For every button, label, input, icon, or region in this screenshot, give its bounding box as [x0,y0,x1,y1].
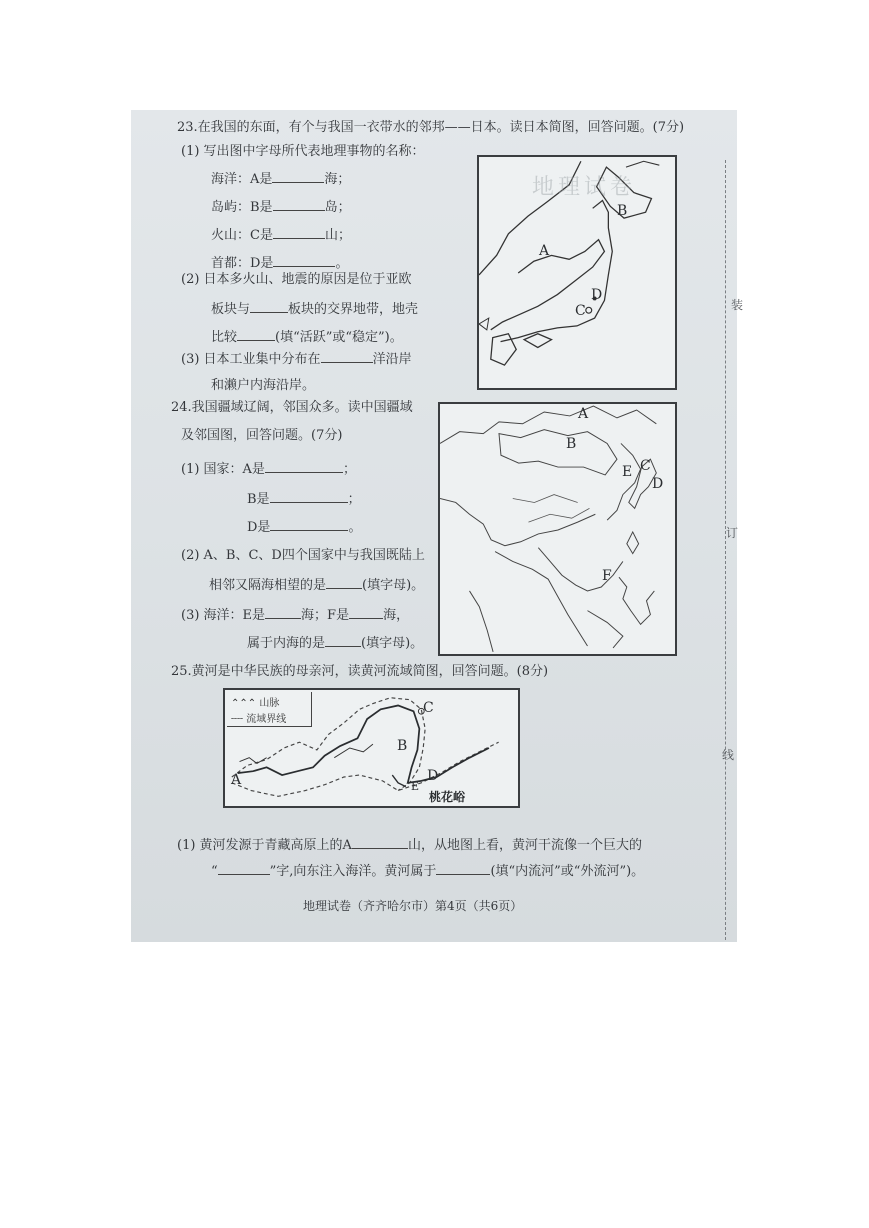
answer-blank[interactable] [436,862,490,875]
q23-ocean-a-label: 海洋：A是 [211,172,273,187]
binding-mark-ding: 订 [726,526,739,540]
q25-part1-text: (填“内流河”或“外流河”)。 [490,864,645,879]
answer-blank[interactable] [273,254,335,267]
answer-blank[interactable] [321,350,373,363]
q23-part3-text: 洋沿岸 [372,352,412,367]
q23-part3-text: (3) 日本工业集中分布在 [181,352,321,367]
q24-part2-text: 相邻又隔海相望的是 [209,578,327,593]
taohuayu-label: 桃花峪 [429,790,466,804]
china-label-f: F [602,568,612,584]
river-label-d: D [427,768,439,784]
answer-blank[interactable] [250,300,288,313]
watermark-text: 地理试卷 [532,175,637,200]
china-label-e: E [622,464,633,480]
legend-mountain-label: 山脉 [259,698,280,709]
japan-label-d: D [591,287,603,303]
q24-part3-text: 海；F是 [301,608,350,623]
answer-blank[interactable] [272,170,324,183]
river-label-a: A [231,772,242,788]
q23-part3-line1 [181,350,412,368]
answer-blank[interactable] [273,198,325,211]
q24-country-a [181,460,356,478]
q23-capital-d [211,254,348,272]
legend-boundary-row [231,710,286,725]
china-label-a: A [578,406,589,422]
china-label-c: C [640,458,651,474]
q25-title: 25.黄河是中华民族的母亲河，读黄河流域简图，回答问题。(8分) [171,664,549,679]
answer-blank[interactable] [218,862,270,875]
japan-label-b: B [617,203,628,219]
q25-part1-text: ”字,向东注入海洋。黄河属于 [269,864,437,879]
page-footer: 地理试卷（齐齐哈尔市）第4页（共6页） [303,899,523,913]
punctuation: ； [342,462,356,477]
q24-part3-text: 海， [383,608,410,623]
china-map-drawing [440,404,675,654]
q23-part3-line2: 和濑户内海沿岸。 [211,378,316,393]
answer-blank[interactable] [326,576,362,589]
exam-page-photo [131,110,737,942]
river-label-e: E [411,780,420,793]
answer-blank[interactable] [349,606,383,619]
answer-blank[interactable] [237,328,275,341]
answer-blank[interactable] [265,606,301,619]
q24-part3-line1 [181,606,409,624]
q24-country-b [247,490,361,508]
q24-part2-text: (填字母)。 [362,578,425,593]
q23-island-b-suffix: 岛； [324,200,351,215]
q23-capital-d-label: 首都：D是 [211,256,274,271]
q24-part3-text: (填字母)。 [361,636,424,651]
q23-part2-text: 比较 [211,330,238,345]
q24-country-d-label: D是 [247,520,271,535]
q23-volcano-c-label: 火山：C是 [211,228,273,243]
legend-mountain-row [231,694,279,709]
river-label-c: C [423,700,434,716]
q23-part2-text: 板块与 [211,302,251,317]
mountain-symbol-icon: ⌃⌃⌃ [231,698,257,709]
q23-part2-line2 [211,300,418,318]
q24-title-line1: 24.我国疆域辽阔，邻国众多。读中国疆域 [171,400,413,415]
river-label-b: B [397,738,408,754]
answer-blank[interactable] [325,634,361,647]
q23-part2-text: (填“活跃”或“稳定”)。 [275,330,403,345]
q24-part3-line2 [247,634,423,652]
q24-part2-line1: (2) A、B、C、D四个国家中与我国既陆上 [181,548,425,563]
japan-label-a: A [539,243,550,259]
q24-title-line2: 及邻国图，回答问题。(7分) [181,428,343,443]
punctuation: ； [347,492,361,507]
yellow-river-map [223,688,520,808]
q24-country-b-label: B是 [247,492,270,507]
binding-line [725,160,726,940]
q23-part1: (1) 写出图中字母所代表地理事物的名称： [181,144,425,159]
answer-blank[interactable] [270,490,348,503]
q24-part3-text: (3) 海洋：E是 [181,608,266,623]
q25-part1-text: (1) 黄河发源于青藏高原上的A [177,838,352,853]
china-label-b: B [566,436,577,452]
q23-island-b-label: 岛屿：B是 [211,200,273,215]
answer-blank[interactable] [265,460,343,473]
q23-volcano-c-suffix: 山； [324,228,351,243]
q24-part2-line2 [209,576,424,594]
q24-country-a-label: (1) 国家：A是 [181,462,265,477]
japan-label-c: C [575,303,586,319]
q23-part2-text: 板块的交界地带，地壳 [288,302,419,317]
q23-part2-line3 [211,328,403,346]
q25-part1-text: “ [211,864,218,879]
q23-ocean-a-suffix: 海； [324,172,351,187]
q23-island-b [211,198,351,216]
legend-boundary-label: 流域界线 [246,714,287,725]
q23-volcano-c [211,226,351,244]
q25-part1-line2 [211,862,644,880]
q25-part1-line1 [177,836,642,854]
binding-mark-zhuang: 装 [731,298,744,312]
china-neighbors-map [438,402,677,656]
china-label-d: D [652,476,664,492]
answer-blank[interactable] [352,836,408,849]
q24-country-d [247,518,361,536]
answer-blank[interactable] [273,226,325,239]
answer-blank[interactable] [270,518,348,531]
q23-part2-line1: (2) 日本多火山、地震的原因是位于亚欧 [181,272,412,287]
legend [227,692,312,727]
punctuation: 。 [348,520,362,535]
q23-title: 23.在我国的东面，有个与我国一衣带水的邻邦——日本。读日本简图，回答问题。(7分) [177,120,685,135]
boundary-dash-icon: ┄┄ [231,714,244,725]
binding-mark-xian: 线 [722,748,735,762]
q23-capital-d-suffix: 。 [335,256,349,271]
q24-part3-text: 属于内海的是 [247,636,326,651]
q23-ocean-a [211,170,350,188]
q25-part1-text: 山，从地图上看，黄河干流像一个巨大的 [407,838,642,853]
